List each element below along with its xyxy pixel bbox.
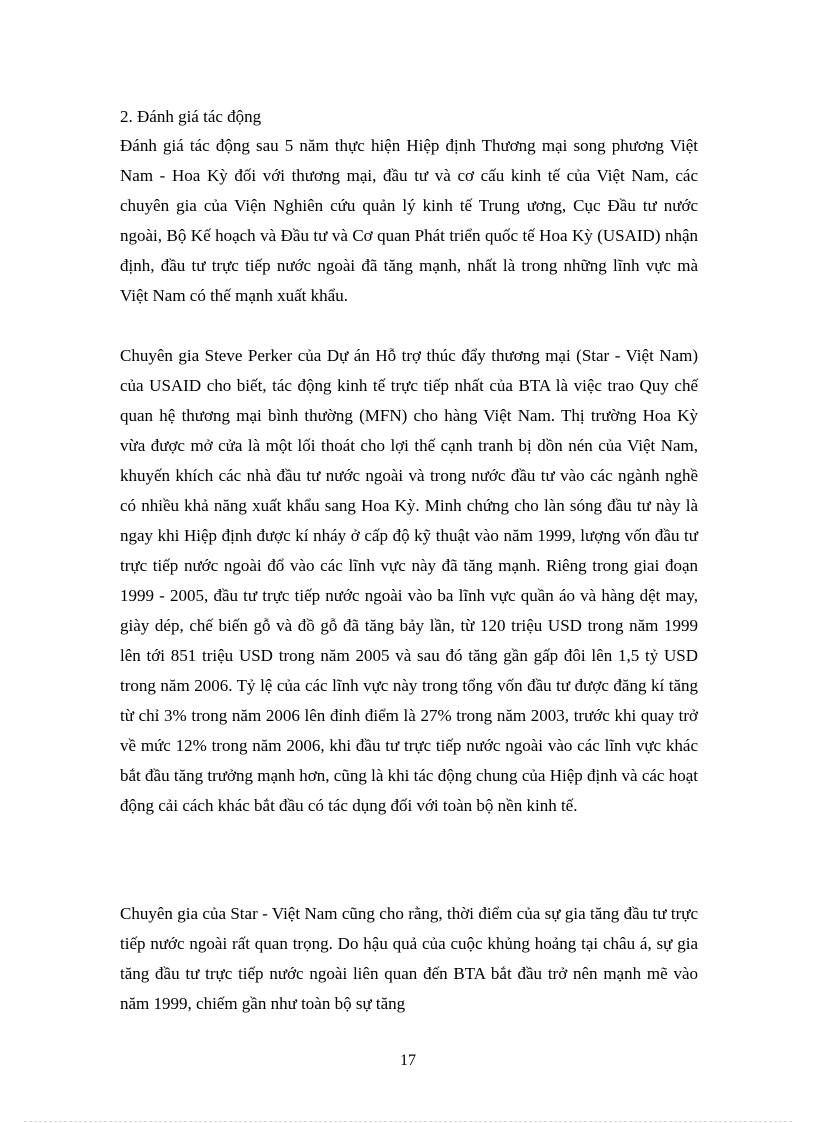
section-heading: 2. Đánh giá tác động bbox=[120, 107, 262, 126]
paragraph-2 bbox=[120, 341, 698, 821]
paragraph-2-text: Chuyên gia Steve Perker của Dự án Hỗ trợ thúc đẩy thương mại (Star - Việt Nam) của USAID cho biết, tác động kinh tế trực tiếp nhất của BTA là việc trao Quy chế quan hệ thương mại bình thường (MFN) cho hàng Việt Nam. Thị trường Hoa Kỳ vừa được mở cửa là một lối thoát cho lợi thế cạnh tranh bị dồn nén của Việt Nam, khuyến khích các nhà đầu tư nước ngoài và trong nước đầu tư vào các ngành nghề có nhiều khả năng xuất khẩu sang Hoa Kỳ. Minh chứng cho làn sóng đầu tư này là ngay khi Hiệp định được kí nháy ở cấp độ kỹ thuật vào năm 1999, lượng vốn đầu tư trực tiếp nước ngoài đổ vào các lĩnh vực này đã tăng mạnh. Riêng trong giai đoạn 1999 - 2005, đầu tư trực tiếp nước ngoài vào ba lĩnh vực quần áo và hàng dệt may, giày dép, chế biến gỗ và đồ gỗ đã tăng bảy lần, từ 120 triệu USD trong năm 1999 lên tới 851 triệu USD trong năm 2005 và sau đó tăng gần gấp đôi lên 1,5 tỷ USD trong năm 2006. Tỷ lệ của các lĩnh vực này trong tổng vốn đầu tư được đăng kí tăng từ chỉ 3% trong năm 2006 lên đỉnh điểm là 27% trong năm 2003, trước khi quay trở về mức 12% trong năm 2006, khi đầu tư trực tiếp nước ngoài vào các lĩnh vực khác bắt đầu tăng trưởng mạnh hơn, cũng là khi tác động chung của Hiệp định và các hoạt động cải cách khác bắt đầu có tác dụng đối với toàn bộ nền kinh tế. bbox=[120, 346, 698, 815]
paragraph-1-text: Đánh giá tác động sau 5 năm thực hiện Hiệp định Thương mại song phương Việt Nam - Hoa Kỳ đối với thương mại, đầu tư và cơ cấu kinh tế của Việt Nam, các chuyên gia của Viện Nghiên cứu quản lý kinh tế Trung ương, Cục Đầu tư nước ngoài, Bộ Kế hoạch và Đầu tư và Cơ quan Phát triển quốc tế Hoa Kỳ (USAID) nhận định, đầu tư trực tiếp nước ngoài đã tăng mạnh, nhất là trong những lĩnh vực mà Việt Nam có thế mạnh xuất khẩu. bbox=[120, 136, 698, 305]
paragraph-3 bbox=[120, 899, 698, 1019]
page-number: 17 bbox=[400, 1052, 416, 1069]
page-bottom-divider bbox=[24, 1121, 792, 1122]
paragraph-1 bbox=[120, 131, 698, 311]
paragraph-3-text: Chuyên gia của Star - Việt Nam cũng cho rằng, thời điểm của sự gia tăng đầu tư trực tiếp nước ngoài rất quan trọng. Do hậu quả của cuộc khủng hoảng tại châu á, sự gia tăng đầu tư trực tiếp nước ngoài liên quan đến BTA bắt đầu trở nên mạnh mẽ vào năm 1999, chiếm gần như toàn bộ sự tăng bbox=[120, 904, 698, 1013]
